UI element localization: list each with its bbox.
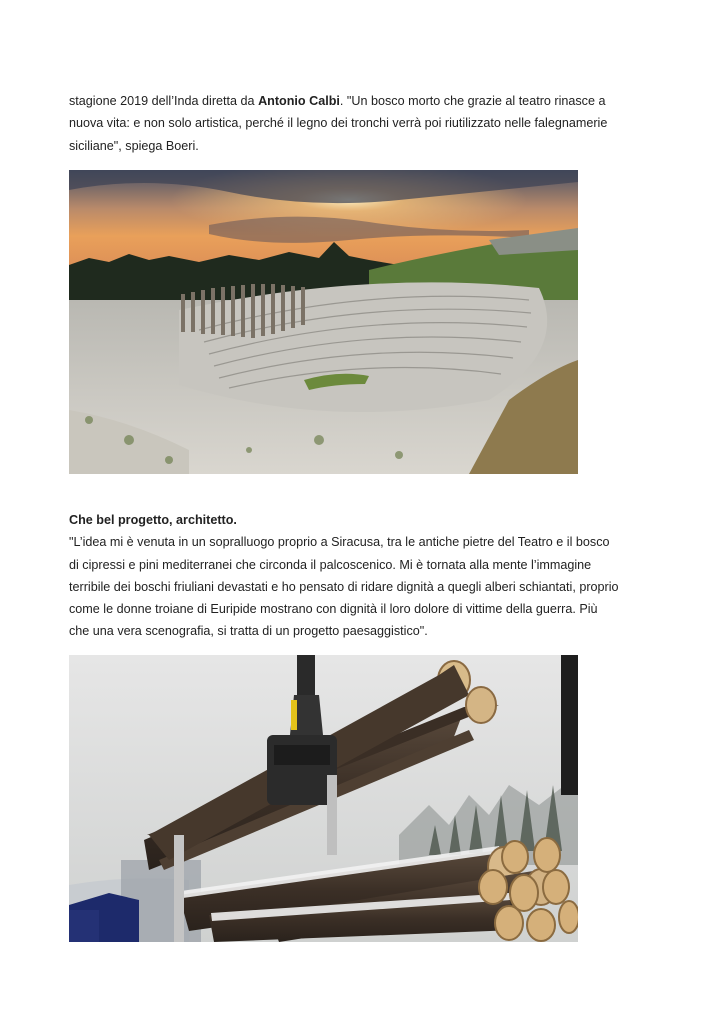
greek-theatre-sunset-photo [69, 170, 578, 474]
section-line-1: "L’idea mi è venuta in un sopralluogo proprio a Siracusa, tra le antiche pietre del Teatro e il bosco [69, 535, 610, 550]
intro-line-1 [69, 90, 649, 112]
interview-section [69, 509, 649, 643]
intro-line-3: siciliane", spiega Boeri. [69, 138, 199, 153]
section-line-3: terribile dei boschi friuliani devastati e ho pensato di ridare dignità a quegli alberi schiantati, proprio [69, 579, 619, 594]
intro-text: stagione 2019 dell’Inda diretta da [69, 94, 259, 108]
section-line-5: che una vera scenografia, si tratta di un progetto paesaggistico". [69, 624, 428, 639]
section-line-2: di cipressi e pini mediterranei che circonda il palcoscenico. Mi è tornata alla mente l’immagine [69, 557, 592, 572]
director-name: Antonio Calbi [258, 94, 340, 108]
intro-paragraph [69, 90, 649, 157]
section-line-4: come le donne troiane di Euripide mostrano con dignità il loro dolore di vittime della guerra. Più [69, 602, 598, 617]
section-heading: Che bel progetto, architetto. [69, 513, 237, 527]
intro-text: . "Un bosco morto che grazie al teatro rinasce a [339, 94, 606, 108]
log-crane-photo [69, 655, 578, 942]
intro-line-2: nuova vita: e non solo artistica, perché il legno dei tronchi verrà poi riutilizzato nelle falegnamerie [69, 116, 608, 131]
